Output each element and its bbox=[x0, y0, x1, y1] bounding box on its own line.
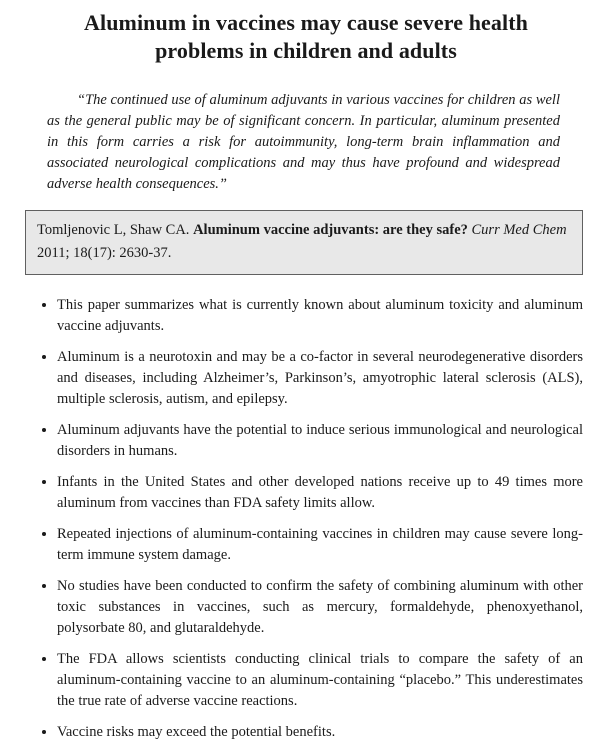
citation-details: 2011; 18(17): 2630-37. bbox=[37, 245, 172, 261]
citation-article-title: Aluminum vaccine adjuvants: are they safe? bbox=[193, 222, 468, 238]
bullet-list bbox=[0, 295, 583, 743]
list-item: • No studies have been conducted to confirm the safety of combining aluminum with other toxic substances in vaccines, such as mercury, formaldehyde, phenoxyethanol, polysorbate 80, and glutaraldehyde. bbox=[57, 576, 583, 639]
citation-authors: Tomljenovic L, Shaw CA. bbox=[37, 222, 194, 238]
citation-journal: Curr Med Chem bbox=[467, 222, 567, 238]
page-title: Aluminum in vaccines may cause severe health problems in children and adults bbox=[84, 10, 528, 63]
list-item: • Aluminum adjuvants have the potential to induce serious immunological and neurological disorders in humans. bbox=[57, 420, 583, 462]
citation-box bbox=[25, 210, 583, 275]
list-item: • Vaccine risks may exceed the potential benefits. bbox=[57, 722, 583, 743]
list-item: • Infants in the United States and other developed nations receive up to 49 times more aluminum from vaccines than FDA safety limits allow. bbox=[57, 472, 583, 514]
list-item: • This paper summarizes what is currently known about aluminum toxicity and aluminum vaccine adjuvants. bbox=[57, 295, 583, 337]
list-item: • Aluminum is a neurotoxin and may be a co-factor in several neurodegenerative disorders and diseases, including Alzheimer’s, Parkinson’s, amyotrophic lateral sclerosis (ALS), multiple sclerosis, autism, and epilepsy. bbox=[57, 347, 583, 410]
list-item: • Repeated injections of aluminum-containing vaccines in children may cause severe long-term immune system damage. bbox=[57, 524, 583, 566]
pull-quote: “The continued use of aluminum adjuvants in various vaccines for children as well as the general public may be of significant concern. In particular, aluminum presented in this form carries a risk for autoimmunity, long-term brain inflammation and associated neurological complications and may thus have profound and widespread adverse health consequences.” bbox=[47, 92, 560, 192]
list-item: • The FDA allows scientists conducting clinical trials to compare the safety of an aluminum-containing vaccine to an aluminum-containing “placebo.” This underestimates the true rate of adverse vaccine reactions. bbox=[57, 649, 583, 712]
